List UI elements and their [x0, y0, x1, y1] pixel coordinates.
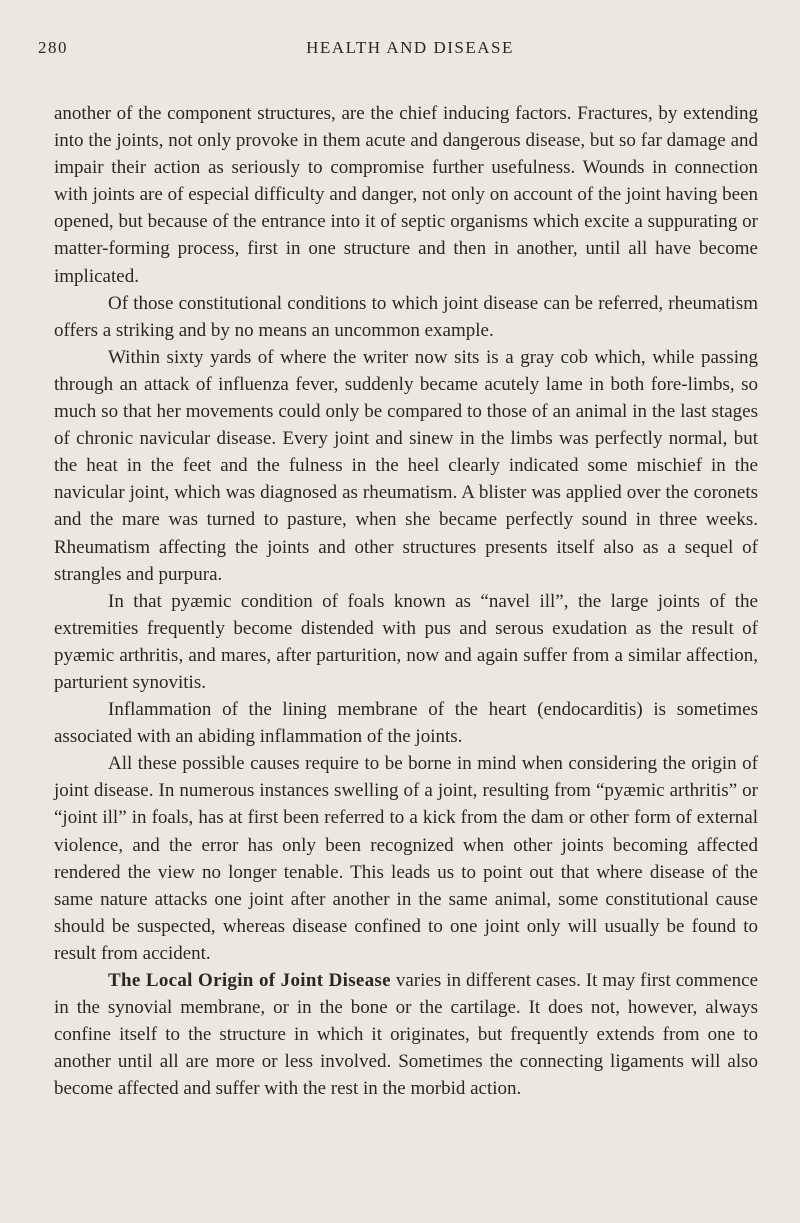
paragraph-endocarditis: [54, 696, 758, 750]
paragraph-gray-cob: [54, 344, 758, 588]
paragraph-local-origin: [54, 967, 758, 1102]
paragraph-rheumatism: [54, 290, 758, 344]
running-title: HEALTH AND DISEASE: [306, 38, 514, 57]
paragraph-continuation: [54, 100, 758, 290]
running-head: [38, 22, 762, 62]
paragraph-text: another of the component structures, are the chief inducing factors. Fractures, by extending into the joints, not only provoke in them acute and dangerous disease, but so far damage and impair their action as seriously to compromise further usefulness. Wounds in connection with joints are of especial difficulty and danger, not only on account of the joint having been opened, but because of the entrance into it of septic organisms which excite a suppurating or matter-forming process, first in one structure and then in another, until all have become implicated.: [54, 103, 758, 287]
paragraph-text: varies in different cases. It may first commence in the synovial membrane, or in the bone or the cartilage. It does not, however, always confine itself to the structure in which it originates, but frequently extends from one to another until all are more or less involved. Sometimes the connecting ligaments will also become affected and suffer with the rest in the morbid action.: [54, 970, 758, 1100]
section-side-heading: The Local Origin of Joint Disease: [108, 970, 391, 991]
paragraph-text: Inflammation of the lining membrane of the heart (endocarditis) is sometimes associated with an abiding inflammation of the joints.: [54, 699, 758, 748]
paragraph-text: In that pyæmic condition of foals known as “navel ill”, the large joints of the extremities frequently become distended with pus and serous exudation as the result of pyæmic arthritis, and mares, after parturition, now and again suffer from a similar affection, parturient synovitis.: [54, 590, 758, 693]
paragraph-causes: [54, 750, 758, 967]
paragraph-text: Within sixty yards of where the writer now sits is a gray cob which, while passing through an attack of influenza fever, suddenly became acutely lame in both fore-limbs, so much so that her movements could only be compared to those of an animal in the last stages of chronic navicular disease. Every joint and sinew in the limbs was perfectly normal, but the heat in the feet and the fulness in the heel clearly indicated some mischief in the navicular joint, which was diagnosed as rheumatism. A blister was applied over the coronets and the mare was turned to pasture, when she became perfectly sound in three weeks. Rheumatism affecting the joints and other structures presents itself also as a sequel of strangles and purpura.: [54, 346, 758, 585]
paragraph-navel-ill: [54, 588, 758, 696]
page-number: 280: [38, 38, 68, 57]
paragraph-text: All these possible causes require to be borne in mind when considering the origin of joint disease. In numerous instances swelling of a joint, resulting from “pyæmic arthritis” or “joint ill” in foals, has at first been referred to a kick from the dam or other form of external violence, and the error has only been recognized when other joints becoming affected rendered the view no longer tenable. This leads us to point out that where disease of the same nature attacks one joint after another in the same animal, some constitutional cause should be suspected, whereas disease confined to one joint only will usually be found to result from accident.: [54, 753, 758, 964]
body-text: [38, 100, 762, 1102]
paragraph-text: Of those constitutional conditions to which joint disease can be referred, rheumatism offers a striking and by no means an uncommon example.: [54, 292, 758, 341]
